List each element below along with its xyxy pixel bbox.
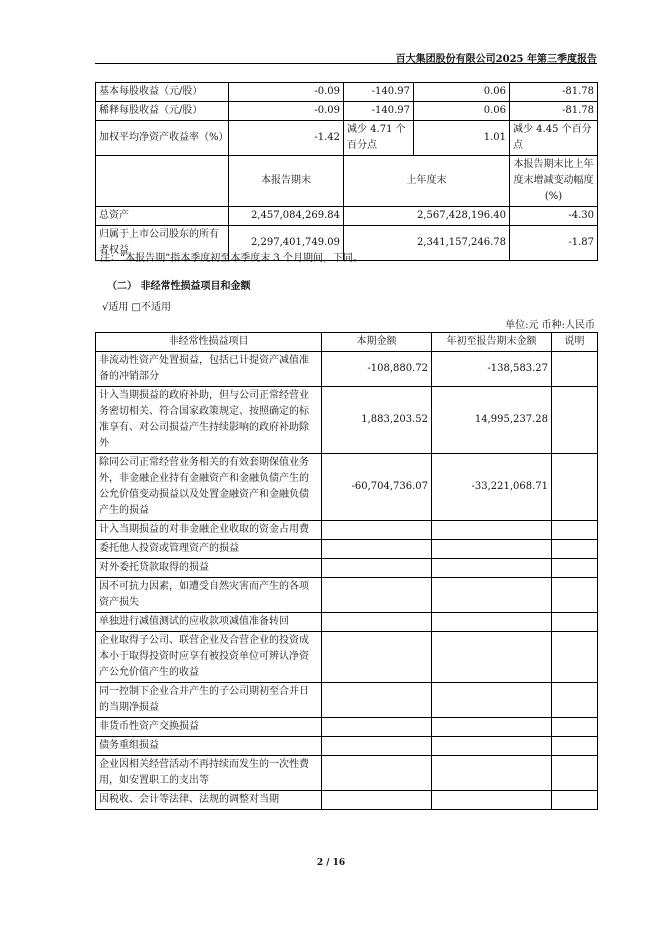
cell-value xyxy=(432,559,552,578)
row-label: 计入当期损益的对非金融企业收取的资金占用费 xyxy=(96,521,322,540)
cell-value xyxy=(322,756,432,791)
table-row xyxy=(96,83,598,102)
row-label: 对外委托贷款取得的损益 xyxy=(96,559,322,578)
row-label: 非货币性资产交换损益 xyxy=(96,718,322,737)
row-label: 计入当期损益的政府补助，但与公司正常经营业务密切相关、符合国家政策规定、按照确定的标准享有、对公司损益产生持续影响的政府补助除外 xyxy=(96,387,322,454)
cell-value: 2,341,157,246.78 xyxy=(344,226,510,261)
table-row xyxy=(96,683,598,718)
cell-value xyxy=(432,756,552,791)
cell-value xyxy=(552,791,598,810)
cell-value xyxy=(432,683,552,718)
cell-value xyxy=(322,521,432,540)
table-row xyxy=(96,756,598,791)
cell-value: -0.09 xyxy=(229,83,344,102)
cell-value xyxy=(322,540,432,559)
row-label: 归属于上市公司股东的所有者权益 xyxy=(96,226,229,261)
cell-value: -108,880.72 xyxy=(322,352,432,387)
table-row xyxy=(96,613,598,632)
row-label: 非流动性资产处置损益，包括已计提资产减值准备的冲销部分 xyxy=(96,352,322,387)
cell-value xyxy=(322,718,432,737)
row-label: 加权平均净资产收益率（%） xyxy=(96,121,229,156)
cell-value xyxy=(552,387,598,454)
table-row xyxy=(96,632,598,683)
column-header: 上年度末 xyxy=(344,156,510,207)
cell-value xyxy=(552,521,598,540)
table-header-row xyxy=(96,333,598,352)
row-label: 单独进行减值测试的应收款项减值准备转回 xyxy=(96,613,322,632)
row-label: 企业因相关经营活动不再持续而发生的一次性费用，如安置职工的支出等 xyxy=(96,756,322,791)
table-row xyxy=(96,102,598,121)
cell-value: -138,583.27 xyxy=(432,352,552,387)
cell-value: -1.42 xyxy=(229,121,344,156)
cell-value xyxy=(552,683,598,718)
page-header-title: 百大集团股份有限公司2025 年第三季度报告 xyxy=(395,54,597,65)
cell-value: 减少 4.71 个百分点 xyxy=(344,121,414,156)
table-body xyxy=(96,352,598,810)
cell-value xyxy=(432,521,552,540)
table-row xyxy=(96,121,598,156)
cell-value xyxy=(552,454,598,521)
cell-value xyxy=(552,718,598,737)
cell-value xyxy=(432,578,552,613)
cell-value xyxy=(432,613,552,632)
applicability-checkbox-label: √适用 □不适用 xyxy=(102,302,171,313)
unit-currency-label: 单位:元 币种:人民币 xyxy=(505,320,595,331)
table-row xyxy=(96,207,598,226)
table-row xyxy=(96,352,598,387)
cell-value: 2,567,428,196.40 xyxy=(344,207,510,226)
cell-value xyxy=(432,791,552,810)
cell-value: 1.01 xyxy=(414,121,510,156)
table-row xyxy=(96,578,598,613)
cell-value xyxy=(322,737,432,756)
cell-value xyxy=(432,540,552,559)
table-row xyxy=(96,454,598,521)
column-header: 非经常性损益项目 xyxy=(96,333,322,352)
row-label: 因不可抗力因素，如遭受自然灾害而产生的各项资产损失 xyxy=(96,578,322,613)
table-note: 注：“本报告期”指本季度初至本季度末 3 个月期间，下同。 xyxy=(100,253,363,264)
cell-value xyxy=(552,756,598,791)
cell-value xyxy=(552,632,598,683)
table-row xyxy=(96,559,598,578)
cell-value: 0.06 xyxy=(414,83,510,102)
cell-value: -60,704,736.07 xyxy=(322,454,432,521)
cell-value: -81.78 xyxy=(510,102,598,121)
row-label: 总资产 xyxy=(96,207,229,226)
cell-value xyxy=(322,683,432,718)
column-header: 本期金额 xyxy=(322,333,432,352)
table-subheader-row xyxy=(96,156,598,207)
cell-value xyxy=(552,352,598,387)
page-number: 2 / 16 xyxy=(316,858,346,868)
cell-value xyxy=(552,737,598,756)
empty-cell xyxy=(96,156,229,207)
row-label: 同一控制下企业合并产生的子公司期初至合并日的当期净损益 xyxy=(96,683,322,718)
cell-value xyxy=(432,737,552,756)
cell-value xyxy=(552,559,598,578)
table-row xyxy=(96,737,598,756)
non-recurring-gains-table xyxy=(95,332,598,810)
table-row xyxy=(96,718,598,737)
cell-value xyxy=(552,613,598,632)
table-row xyxy=(96,387,598,454)
cell-value xyxy=(322,791,432,810)
row-label: 企业取得子公司、联营企业及合营企业的投资成本小于取得投资时应享有被投资单位可辨认净资产公允价值产生的收益 xyxy=(96,632,322,683)
cell-value xyxy=(322,578,432,613)
cell-value: -81.78 xyxy=(510,83,598,102)
column-header: 说明 xyxy=(552,333,598,352)
table-row xyxy=(96,540,598,559)
cell-value xyxy=(322,632,432,683)
cell-value: 2,457,084,269.84 xyxy=(229,207,344,226)
row-label: 稀释每股收益（元/股） xyxy=(96,102,229,121)
cell-value xyxy=(432,632,552,683)
section-title: （二） 非经常性损益项目和金额 xyxy=(107,281,251,292)
cell-value: -4.30 xyxy=(510,207,598,226)
row-label: 因税收、会计等法律、法规的调整对当期 xyxy=(96,791,322,810)
row-label: 基本每股收益（元/股） xyxy=(96,83,229,102)
cell-value: -140.97 xyxy=(344,83,414,102)
table-row xyxy=(96,521,598,540)
cell-value xyxy=(552,540,598,559)
cell-value: 14,995,237.28 xyxy=(432,387,552,454)
financial-indicators-table xyxy=(95,82,598,261)
cell-value xyxy=(322,613,432,632)
cell-value: -33,221,068.71 xyxy=(432,454,552,521)
row-label: 债务重组损益 xyxy=(96,737,322,756)
cell-value xyxy=(432,718,552,737)
row-label: 委托他人投资或管理资产的损益 xyxy=(96,540,322,559)
cell-value xyxy=(552,578,598,613)
row-label: 除同公司正常经营业务相关的有效套期保值业务外，非金融企业持有金融资产和金融负债产生的公允价值变动损益以及处置金融资产和金融负债产生的损益 xyxy=(96,454,322,521)
cell-value: 0.06 xyxy=(414,102,510,121)
cell-value: 1,883,203.52 xyxy=(322,387,432,454)
table-row xyxy=(96,791,598,810)
cell-value: -1.87 xyxy=(510,226,598,261)
column-header: 本报告期末比上年度末增减变动幅度(%) xyxy=(510,156,598,207)
cell-value: 2,297,401,749.09 xyxy=(229,226,344,261)
cell-value: -140.97 xyxy=(344,102,414,121)
column-header: 本报告期末 xyxy=(229,156,344,207)
header-divider xyxy=(95,63,597,64)
cell-value: 减少 4.45 个百分点 xyxy=(510,121,598,156)
cell-value xyxy=(322,559,432,578)
column-header: 年初至报告期末金额 xyxy=(432,333,552,352)
cell-value: -0.09 xyxy=(229,102,344,121)
